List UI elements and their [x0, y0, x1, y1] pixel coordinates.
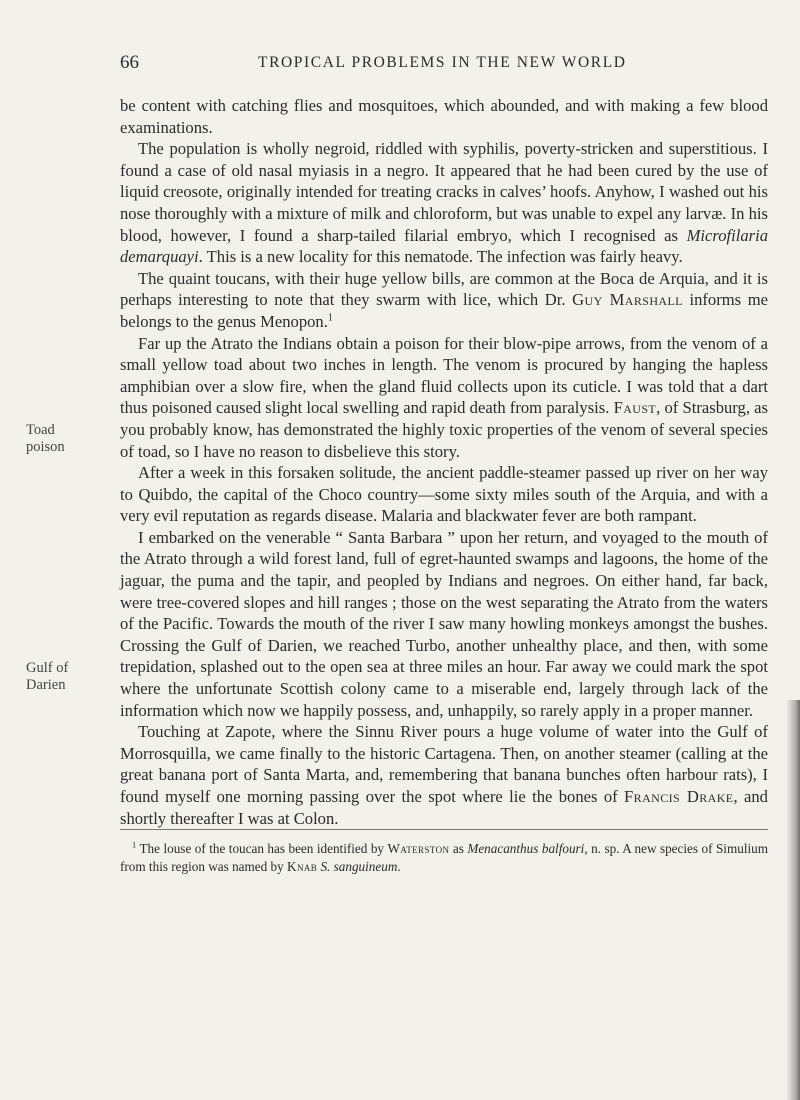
species-name: S. sanguineum [320, 858, 398, 874]
text-run: , of Strasburg, as you probably know, has demonstrated the highly toxic properties of the venom of several species of toad, so I have no reason to disbelieve this story. [120, 398, 768, 461]
paragraph: be content with catching flies and mosquitoes, which abounded, and with making a few blood examinations. [120, 96, 768, 137]
text-run: , and shortly thereafter I was at Colon. [120, 787, 768, 828]
text-run: , n. sp. A new species of Simulium from this region was named by [120, 841, 768, 874]
paragraph [120, 721, 768, 829]
person-name: Faust [613, 398, 657, 418]
text-run: Far up the Atrato the Indians obtain a poison for their blow-pipe arrows, from the venom of a small yellow toad about two inches in length. The venom is procured by hanging the hapless amphibian over a slow fire, when the gland fluid collects upon its cuticle. I was told that a dart thus poisoned caused slight local swelling and rapid death from paralysis. [120, 333, 768, 418]
paragraph [120, 333, 768, 463]
species-name: Menacanthus balfouri [467, 841, 585, 856]
species-name: Microfilaria demarquayi [120, 225, 768, 267]
page-number: 66 [120, 52, 139, 73]
page-binding-shadow [786, 700, 800, 1100]
running-head: TROPICAL PROBLEMS IN THE NEW WORLD [258, 54, 627, 71]
text-run: . This is a new locality for this nematode. The infection was fairly heavy. [198, 247, 683, 267]
paragraph [120, 138, 768, 268]
person-name: Knab [287, 858, 318, 874]
text-run: . [397, 858, 401, 874]
person-name: Francis Drake [624, 787, 734, 806]
margin-note-line: Toad [26, 422, 55, 438]
person-name: Guy Marshall [572, 290, 683, 310]
text-run: The quaint toucans, with their huge yellow bills, are common at the Boca de Arquia, and it is perhaps interesting to note that they swarm with lice, which Dr. [120, 268, 768, 310]
body-text [120, 95, 768, 829]
paragraph [120, 268, 768, 333]
footnote-marker: 1 [132, 839, 137, 850]
text-run: Touching at Zapote, where the Sinnu River pours a huge volume of water into the Gulf of Morrosquilla, we came finally to the historic Cartagena. Then, on another steamer (calling at the great banana port of Santa Marta, and, remembering that banana bunches often harbour rats), I found myself one morning passing over the spot where lie the bones of [120, 722, 768, 806]
paragraph: After a week in this forsaken solitude, the ancient paddle-steamer passed up river on her way to Quibdo, the capital of the Choco country—some sixty miles south of the Arquia, and with a very evil reputation as regards disease. Malaria and blackwater fever are both rampant. [120, 463, 768, 526]
text-run: as [449, 841, 468, 856]
text-run: informs me belongs to the genus Menopon. [120, 290, 768, 331]
footnote [120, 840, 768, 875]
margin-note-line: Gulf of [26, 660, 69, 676]
margin-note-toad-poison [26, 422, 96, 456]
person-name: Waterston [387, 841, 450, 856]
footnote-divider [120, 829, 768, 830]
footnote-reference[interactable]: 1 [327, 312, 333, 324]
paragraph: I embarked on the venerable “ Santa Barbara ” upon her return, and voyaged to the mouth of the Atrato through a wild forest land, full of egret-haunted swamps and lagoons, the home of the jaguar, the puma and the tapir, and peopled by Indians and negroes. On either hand, far back, were tree-covered slopes and hill ranges ; those on the west separating the Atrato from the waters of the Pacific. Towards the mouth of the river I saw many howling monkeys amongst the bushes. Crossing the Gulf of Darien, we reached Turbo, another unhealthy place, and then, with some trepidation, splashed out to the open sea at three miles an hour. Far away we could mark the spot where the unfortunate Scottish colony came to a miserable end, largely through lack of the information which now we happily possess, and, unhappily, so rarely apply in a proper manner. [120, 527, 768, 720]
margin-note-line: Darien [26, 677, 66, 693]
text-run: The louse of the toucan has been identified by [136, 841, 388, 856]
text-run: The population is wholly negroid, riddled with syphilis, poverty-stricken and superstitious. I found a case of old nasal myiasis in a negro. It appeared that he had been cured by the use of liquid creosote, originally intended for treating cracks in calves’ hoofs. Anyhow, I washed out his nose thoroughly with a mixture of milk and chloroform, but was unable to expel any larvæ. In his blood, however, I found a sharp-tailed filarial embryo, which I recognised as [120, 139, 768, 245]
margin-note-line: poison [26, 439, 65, 455]
page-header [0, 52, 800, 82]
margin-note-gulf-of-darien [26, 660, 96, 694]
